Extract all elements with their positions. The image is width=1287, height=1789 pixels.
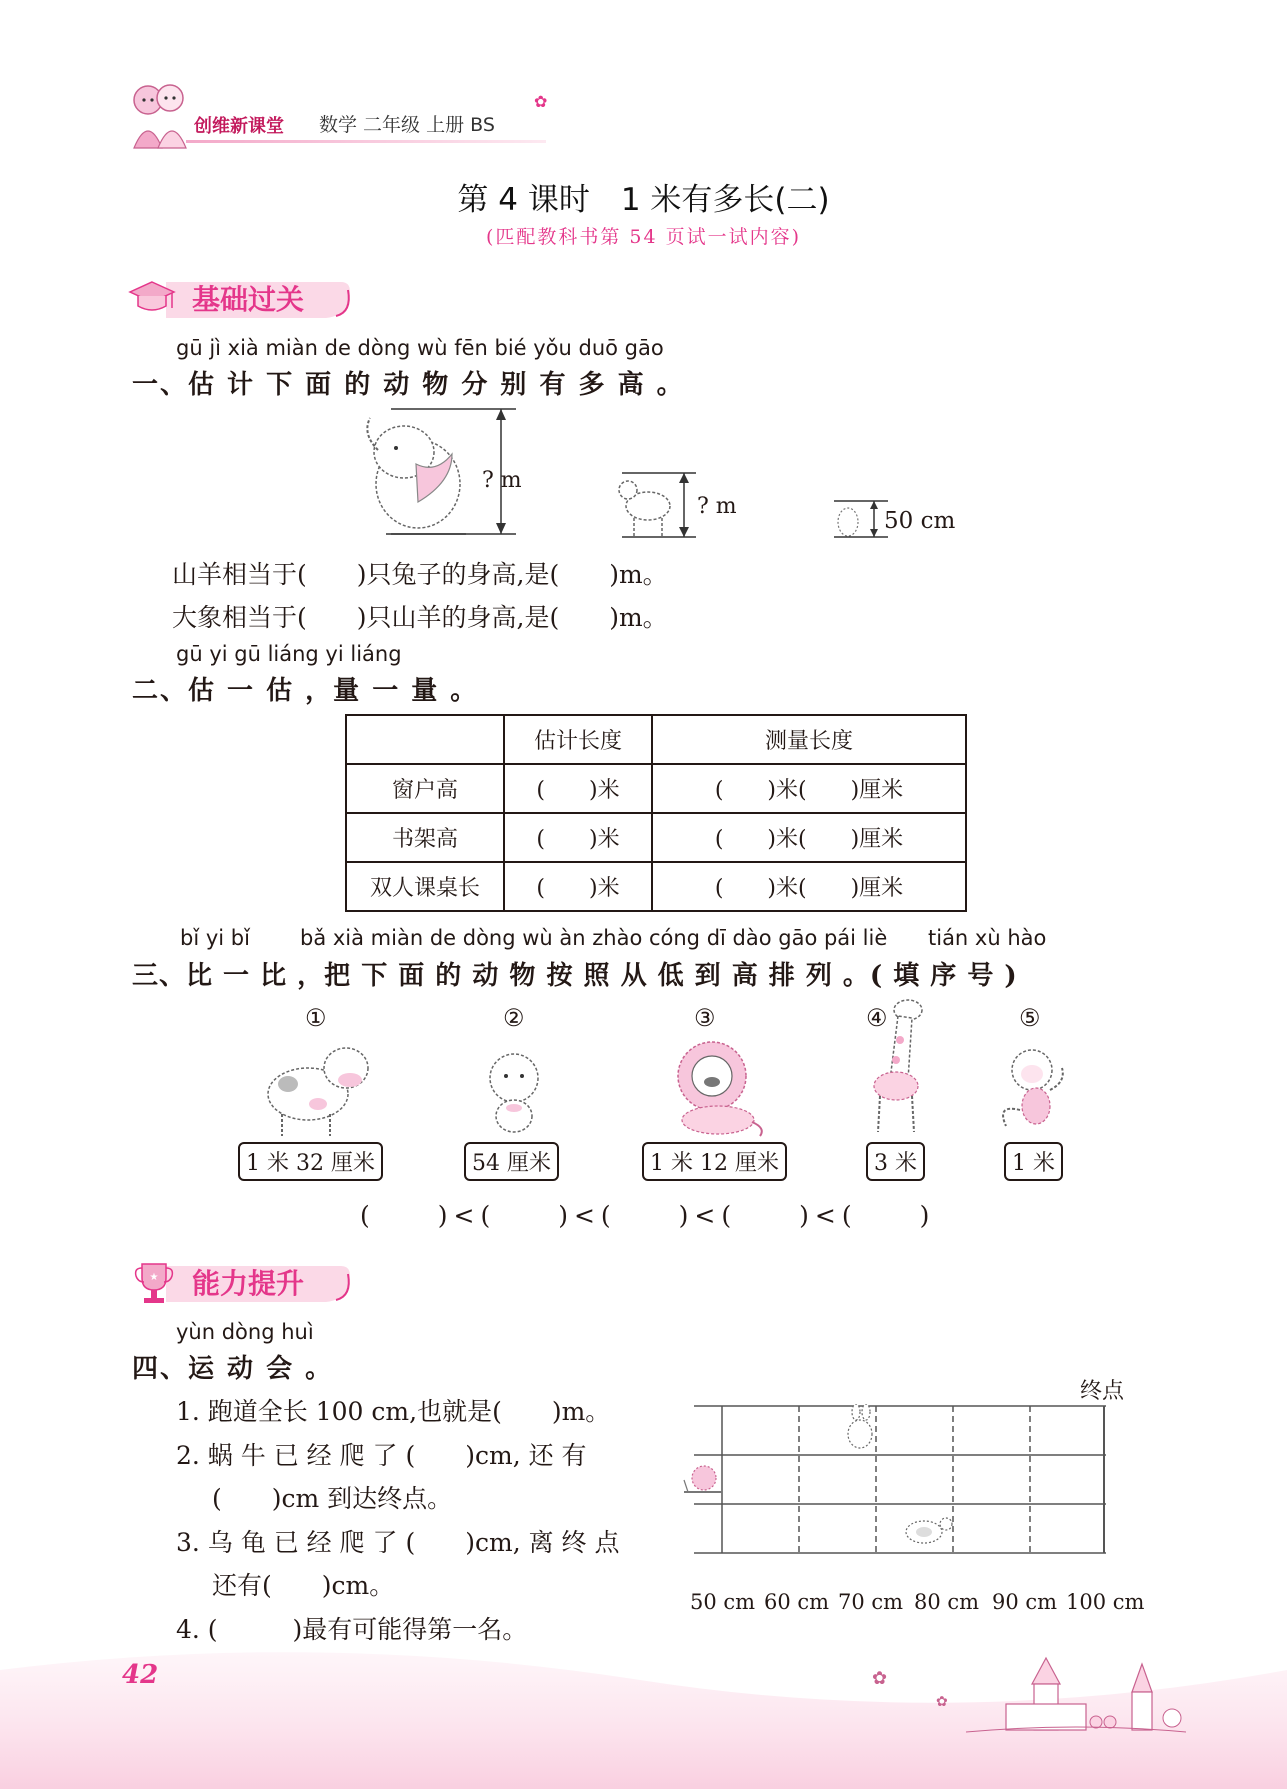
header-underline xyxy=(186,140,546,143)
flower-icon: ✿ xyxy=(534,92,548,111)
rabbit-height-label: 50 cm xyxy=(884,508,956,534)
q3-pinyin-b: bǎ xià miàn de dòng wù àn zhào cóng dī dào gāo pái liè xyxy=(300,926,888,950)
section-banner-advanced xyxy=(126,1256,356,1304)
row-item: 窗户高 xyxy=(346,764,504,813)
turtle-icon xyxy=(898,1512,954,1548)
measure-blank[interactable]: ( )米( )厘米 xyxy=(652,813,966,862)
row-item: 书架高 xyxy=(346,813,504,862)
order-answer-line[interactable]: ( )<( )<( )<( )<( ) xyxy=(360,1201,936,1230)
brand-name: 创维新课堂 xyxy=(194,116,284,137)
track-axis-label: 80 cm xyxy=(914,1590,980,1614)
section-banner-basic xyxy=(126,272,356,320)
animal-height-tag: 1 米 xyxy=(1004,1142,1063,1181)
footer-flower-icon: ✿ xyxy=(936,1694,948,1710)
animal-num: ② xyxy=(503,1004,525,1032)
q4-item-4: 4. ( )最有可能得第一名。 xyxy=(176,1615,528,1644)
estimate-blank[interactable]: ( )米 xyxy=(504,813,652,862)
estimate-blank[interactable]: ( )米 xyxy=(504,764,652,813)
animal-num: ④ xyxy=(866,1004,888,1032)
q4-item-2: 2. 蜗 牛 已 经 爬 了 ( )cm, 还 有 xyxy=(176,1441,587,1470)
q1-line-1: 山羊相当于( )只兔子的身高,是( )m。 xyxy=(172,560,668,589)
q2-pinyin: gū yi gū liáng yi liáng xyxy=(176,642,402,666)
q4-item-3: 3. 乌 龟 已 经 爬 了 ( )cm, 离 终 点 xyxy=(176,1528,620,1557)
animal-num: ⑤ xyxy=(1019,1004,1041,1032)
table-header-row xyxy=(346,715,966,764)
lesson-subtitle: (匹配教科书第 54 页试一试内容) xyxy=(485,226,802,248)
finish-label: 终点 xyxy=(1080,1379,1125,1404)
measure-blank[interactable]: ( )米( )厘米 xyxy=(652,862,966,911)
lion-illustration xyxy=(668,1036,768,1138)
monkey-illustration xyxy=(996,1044,1076,1140)
q3-pinyin-a: bǐ yi bǐ xyxy=(180,926,250,950)
section-label-basic: 基础过关 xyxy=(192,283,305,316)
q1-title: 一、估 计 下 面 的 动 物 分 别 有 多 高 。 xyxy=(132,370,685,400)
graduation-cap-icon xyxy=(128,278,176,320)
giraffe-illustration xyxy=(856,996,938,1136)
section-label-advanced: 能力提升 xyxy=(192,1267,305,1300)
track-axis-label: 90 cm xyxy=(992,1590,1058,1614)
table-row xyxy=(346,862,966,911)
animal-num: ① xyxy=(305,1004,327,1032)
animal-height-tag: 1 米 32 厘米 xyxy=(238,1142,383,1181)
castle-illustration xyxy=(966,1652,1186,1736)
estimate-blank[interactable]: ( )米 xyxy=(504,862,652,911)
q2-title: 二、估 一 估 ，量 一 量 。 xyxy=(132,676,479,706)
table-header-measure: 测量长度 xyxy=(652,715,966,764)
animal-height-tag: 54 厘米 xyxy=(464,1142,559,1181)
q3-title: 三、比 一 比 ，把 下 面 的 动 物 按 照 从 低 到 高 排 列 。( 填 序 号 ) xyxy=(132,961,1018,991)
goat-height-label: ? m xyxy=(697,494,737,519)
svg-text:★: ★ xyxy=(149,1272,159,1283)
subject-info: 数学 二年级 上册 BS xyxy=(319,114,495,136)
q1-pinyin: gū jì xià miàn de dòng wù fēn bié yǒu duō gāo xyxy=(176,336,664,360)
table-row xyxy=(346,764,966,813)
table-header-estimate: 估计长度 xyxy=(504,715,652,764)
page-number: 42 xyxy=(122,1660,159,1690)
q1-line-2: 大象相当于( )只山羊的身高,是( )m。 xyxy=(172,603,668,632)
q3-pinyin-c: tián xù hào xyxy=(928,926,1047,950)
table-row xyxy=(346,813,966,862)
trophy-icon xyxy=(132,1260,176,1306)
animal-height-tag: 3 米 xyxy=(866,1142,925,1181)
snail-icon xyxy=(680,1462,726,1498)
q4-item-3-cont: 还有( )cm。 xyxy=(212,1571,395,1600)
track-axis-label: 70 cm xyxy=(838,1590,904,1614)
footer-flower-icon: ✿ xyxy=(872,1668,888,1689)
q4-item-1: 1. 跑道全长 100 cm,也就是( )m。 xyxy=(176,1397,611,1426)
measure-blank[interactable]: ( )米( )厘米 xyxy=(652,764,966,813)
table-header-blank xyxy=(346,715,504,764)
lesson-title: 第 4 课时 1 米有多长(二) xyxy=(457,182,830,218)
header-bar xyxy=(126,78,546,148)
measurement-table xyxy=(345,714,967,912)
animal-num: ③ xyxy=(694,1004,716,1032)
q4-title: 四、运 动 会 。 xyxy=(132,1354,334,1384)
animal-height-tag: 1 米 12 厘米 xyxy=(642,1142,787,1181)
row-item: 双人课桌长 xyxy=(346,862,504,911)
track-axis-label: 60 cm xyxy=(764,1590,830,1614)
rabbit-illustration xyxy=(832,498,892,540)
track-axis-label: 100 cm xyxy=(1066,1590,1145,1614)
rabbit-runner-icon xyxy=(842,1404,878,1452)
dog-illustration xyxy=(474,1046,554,1136)
q4-item-2-cont: ( )cm 到达终点。 xyxy=(212,1484,453,1513)
q4-pinyin: yùn dòng huì xyxy=(176,1320,314,1344)
elephant-height-label: ? m xyxy=(482,468,522,493)
cow-illustration xyxy=(254,1034,380,1140)
track-axis-label: 50 cm xyxy=(690,1590,756,1614)
